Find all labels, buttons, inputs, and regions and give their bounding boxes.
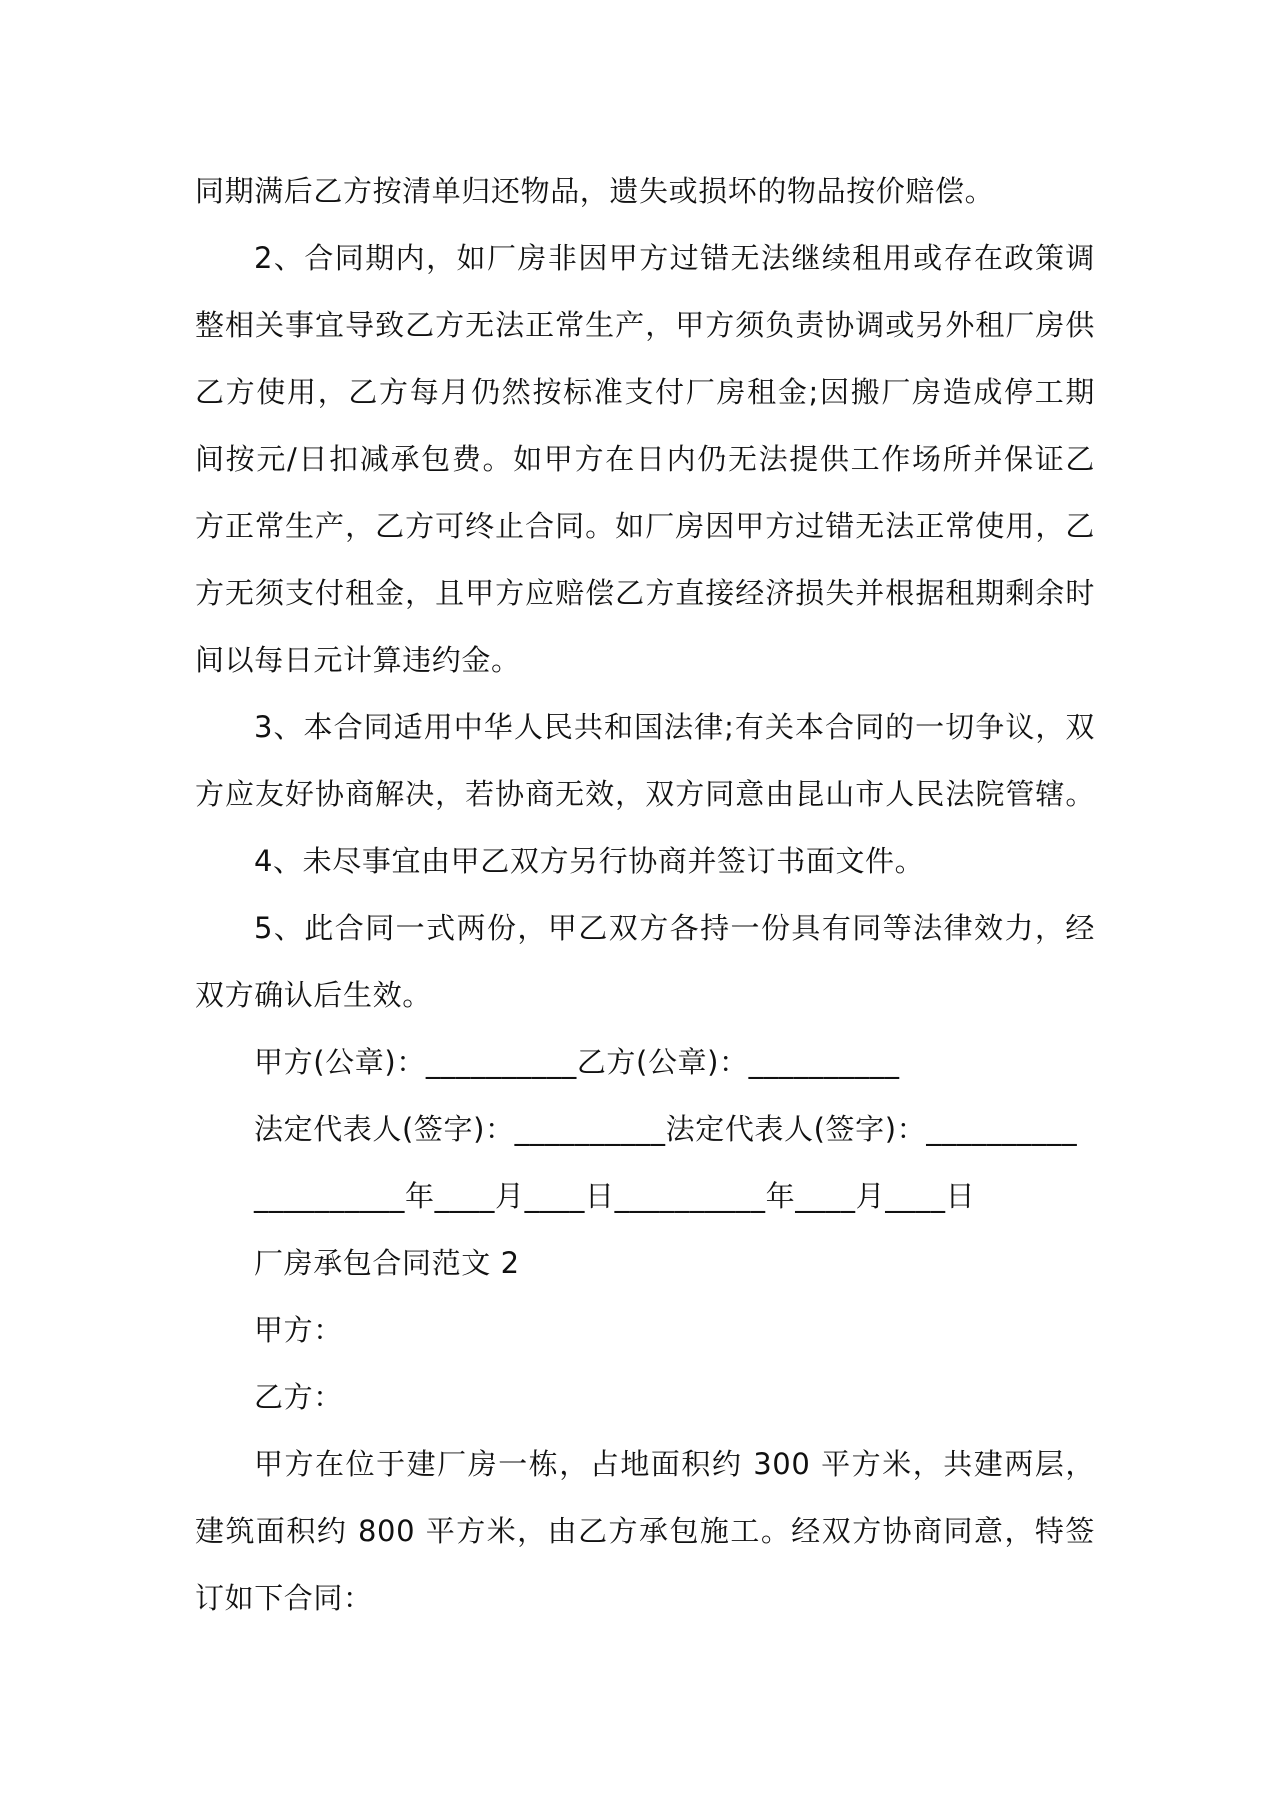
text-line-1: 同期满后乙方按清单归还物品，遗失或损坏的物品按价赔偿。 — [195, 174, 995, 208]
clause-2-line-1: 2、合同期内，如厂房非因甲方过错无法继续租用或存在政策调 — [254, 241, 1095, 275]
clause-2-line-2: 整相关事宜导致乙方无法正常生产，甲方须负责协调或另外租厂房供 — [195, 308, 1095, 342]
clause-2-line-7: 间以每日元计算违约金。 — [195, 643, 521, 677]
document-body — [195, 158, 1095, 1632]
clause-4-line-1: 4、未尽事宜由甲乙双方另行协商并签订书面文件。 — [254, 844, 925, 878]
clause-3-line-1: 3、本合同适用中华人民共和国法律;有关本合同的一切争议，双 — [254, 710, 1095, 744]
signature-representative-line: 法定代表人(签字)：__________法定代表人(签字)：__________ — [254, 1112, 1078, 1146]
intro-line-1: 甲方在位于建厂房一栋，占地面积约 300 平方米，共建两层， — [254, 1447, 1095, 1481]
section-title: 厂房承包合同范文 2 — [254, 1246, 520, 1280]
clause-3-line-2: 方应友好协商解决，若协商无效，双方同意由昆山市人民法院管辖。 — [195, 777, 1095, 811]
clause-2-line-5: 方正常生产，乙方可终止合同。如厂房因甲方过错无法正常使用，乙 — [195, 509, 1095, 543]
intro-line-2: 建筑面积约 800 平方米，由乙方承包施工。经双方协商同意，特签 — [195, 1514, 1095, 1548]
clause-5-line-2: 双方确认后生效。 — [195, 978, 432, 1012]
party-a-label: 甲方： — [254, 1313, 343, 1347]
signature-seal-line: 甲方(公章)：__________乙方(公章)：__________ — [254, 1045, 900, 1079]
clause-2-line-3: 乙方使用，乙方每月仍然按标准支付厂房租金;因搬厂房造成停工期 — [195, 375, 1095, 409]
clause-2-line-6: 方无须支付租金，且甲方应赔偿乙方直接经济损失并根据租期剩余时 — [195, 576, 1095, 610]
intro-line-3: 订如下合同： — [195, 1581, 373, 1615]
signature-date-line: __________年____月____日__________年____月____日 — [254, 1179, 976, 1213]
clause-2-line-4: 间按元/日扣减承包费。如甲方在日内仍无法提供工作场所并保证乙 — [195, 442, 1095, 476]
party-b-label: 乙方： — [254, 1380, 343, 1414]
clause-5-line-1: 5、此合同一式两份，甲乙双方各持一份具有同等法律效力，经 — [254, 911, 1095, 945]
